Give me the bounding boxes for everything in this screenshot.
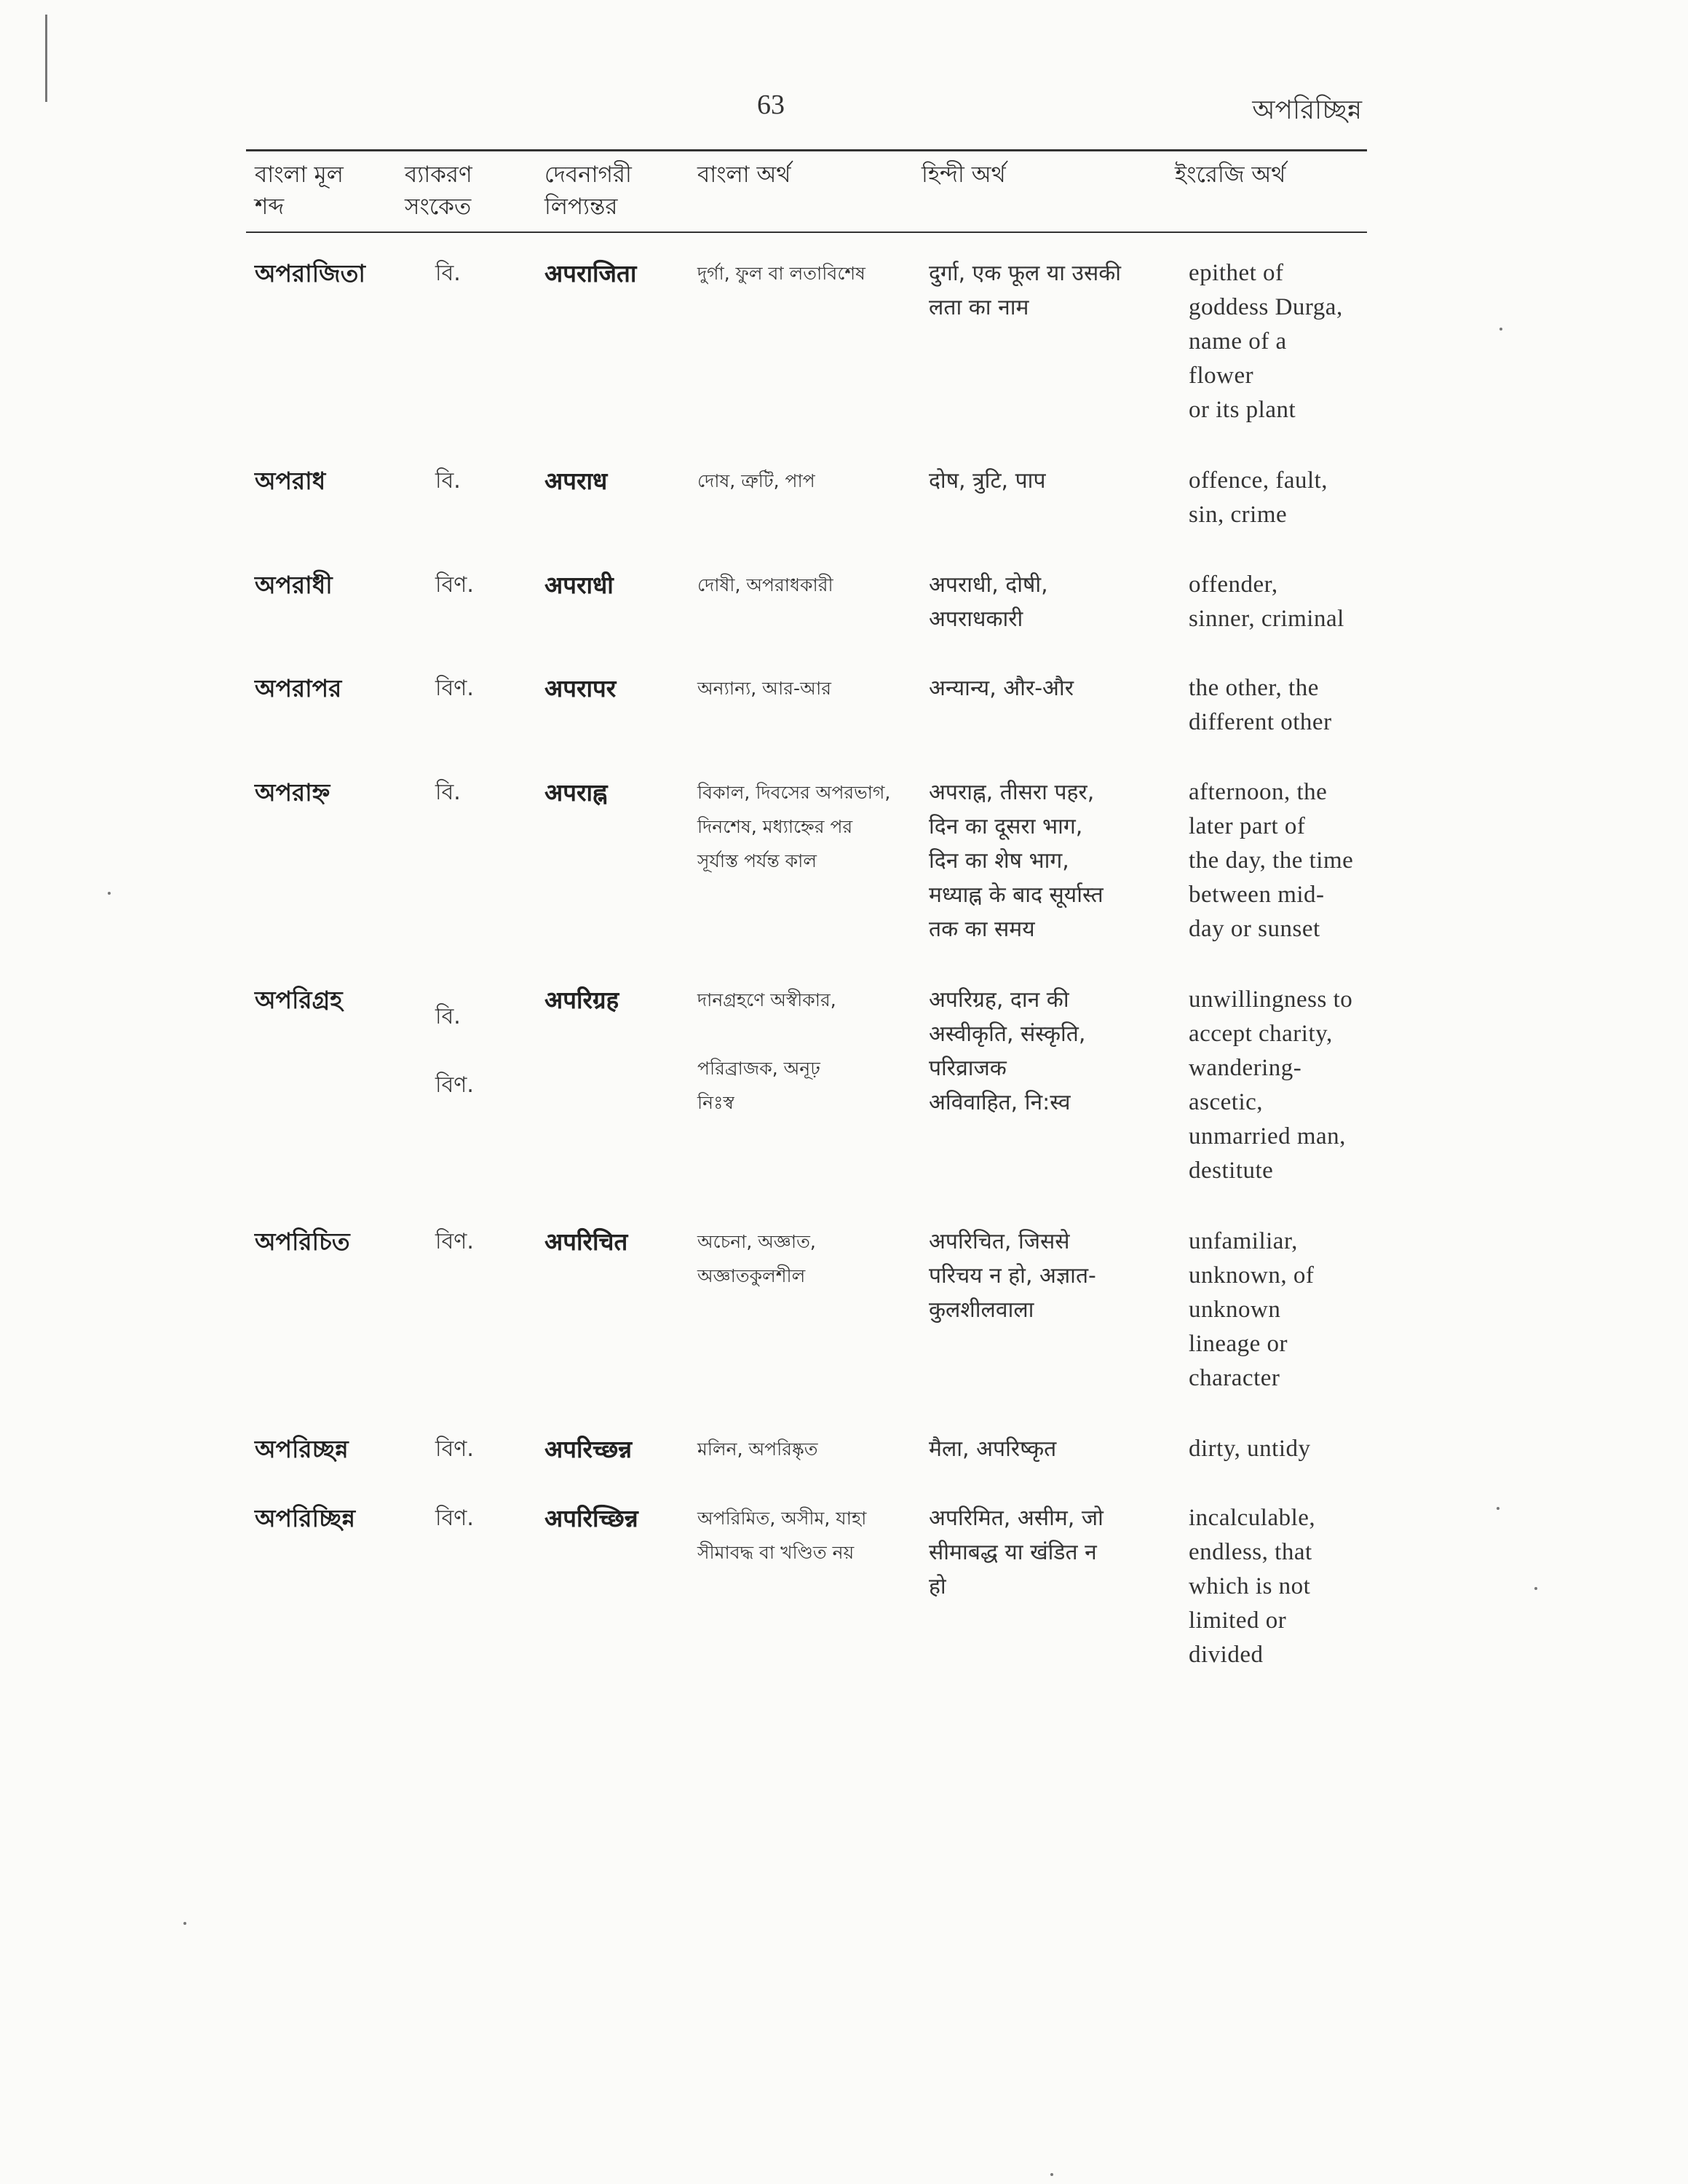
scan-speck xyxy=(183,1922,186,1925)
scan-speck xyxy=(1497,1507,1499,1510)
scan-speck xyxy=(1534,1587,1537,1590)
header-bangla-headword: বাংলা মূল শব্দ xyxy=(255,162,344,220)
hindi-meaning: अपराधी, दोषी, अपराधकारी xyxy=(929,572,1048,632)
table-header xyxy=(246,159,1367,229)
english-meaning: the other, the different other xyxy=(1189,675,1332,735)
bangla-meaning: অচেনা, অজ্ঞাত, অজ্ঞাতকুলশীল xyxy=(697,1231,816,1286)
headword: অপরাধী xyxy=(255,571,333,599)
header-grammar: ব্যাকরণ সংকেত xyxy=(405,162,472,220)
english-meaning: unfamiliar, unknown, of unknown lineage or character xyxy=(1189,1228,1315,1391)
bangla-meaning: অপরিমিত, অসীম, যাহা সীমাবদ্ধ বা খণ্ডিত নয় xyxy=(697,1508,867,1563)
devanagari-transliteration: अपराजिता xyxy=(544,259,637,288)
headword: অপরিচিত xyxy=(255,1227,350,1256)
bangla-meaning: বিকাল, দিবসের অপরভাগ, দিনশেষ, মধ্যাহ্নের পর সূর্যাস্ত পর্যন্ত কাল xyxy=(697,782,891,871)
devanagari-transliteration: अपराधी xyxy=(544,571,614,599)
header-bangla-meaning: বাংলা অর্থ xyxy=(697,162,791,188)
bangla-meaning: দানগ্রহণে অস্বীকার, পরিব্রাজক, অনূঢ় নিঃস্ব xyxy=(697,989,836,1113)
scan-speck xyxy=(1499,328,1502,331)
hindi-meaning: अपरिग्रह, दान की अस्वीकृति, संस्कृति, परिव्राजक अविवाहित, नि:स्व xyxy=(929,987,1086,1115)
grammar-tag: বি. xyxy=(435,780,461,805)
devanagari-transliteration: अपराह्न xyxy=(544,778,608,807)
top-rule xyxy=(246,149,1367,151)
running-head: অপরিচ্ছিন্ন xyxy=(1252,95,1362,125)
binding-edge-mark xyxy=(45,15,47,102)
english-meaning: offence, fault, sin, crime xyxy=(1189,467,1328,528)
devanagari-transliteration: अपरिच्छिन्न xyxy=(544,1504,638,1532)
header-hindi-meaning: হিন্দী অর্থ xyxy=(922,162,1006,188)
header-devanagari: দেবনাগরী লিপ্যন্তর xyxy=(544,162,632,220)
grammar-tag: বিণ. xyxy=(435,1506,474,1531)
hindi-meaning: अन्यान्य, और-और xyxy=(929,676,1074,701)
devanagari-transliteration: अपरिच्छन्न xyxy=(544,1435,633,1463)
grammar-tag: বিণ. xyxy=(435,676,474,701)
english-meaning: unwillingness to accept charity, wandering- ascetic, unmarried man, destitute xyxy=(1189,986,1353,1184)
headword: অপরাহ্ন xyxy=(255,778,330,807)
devanagari-transliteration: अपरिचित xyxy=(544,1227,628,1256)
hindi-meaning: मैला, अपरिष्कृत xyxy=(929,1436,1057,1462)
scan-speck xyxy=(1050,2173,1053,2176)
devanagari-transliteration: अपरिग्रह xyxy=(544,986,619,1014)
english-meaning: incalculable, endless, that which is not limited or divided xyxy=(1189,1505,1316,1668)
grammar-tag: বি. বিণ. xyxy=(435,1004,474,1098)
headword: অপরাধ xyxy=(255,467,326,495)
hindi-meaning: दोष, त्रुटि, पाप xyxy=(929,468,1046,494)
english-meaning: afternoon, the later part of the day, the time between mid- day or sunset xyxy=(1189,779,1354,942)
grammar-tag: বি. xyxy=(435,261,461,286)
bangla-meaning: দোষী, অপরাধকারী xyxy=(697,574,833,596)
grammar-tag: বিণ. xyxy=(435,572,474,598)
english-meaning: offender, sinner, criminal xyxy=(1189,571,1344,632)
header-english-meaning: ইংরেজি অর্থ xyxy=(1175,162,1286,188)
headword: অপরিচ্ছন্ন xyxy=(255,1435,349,1463)
grammar-tag: বি. xyxy=(435,468,461,494)
page-number: 63 xyxy=(757,90,785,120)
english-meaning: dirty, untidy xyxy=(1189,1436,1311,1462)
bangla-meaning: দোষ, ত্রুটি, পাপ xyxy=(697,470,815,491)
devanagari-transliteration: अपराध xyxy=(544,467,608,495)
devanagari-transliteration: अपरापर xyxy=(544,674,617,703)
bangla-meaning: অন্যান্য, আর-আর xyxy=(697,678,831,699)
header-rule xyxy=(246,232,1367,233)
bangla-meaning: মলিন, অপরিষ্কৃত xyxy=(697,1439,818,1460)
hindi-meaning: दुर्गा, एक फूल या उसकी लता का नाम xyxy=(929,261,1122,320)
headword: অপরিচ্ছিন্ন xyxy=(255,1504,356,1532)
grammar-tag: বিণ. xyxy=(435,1229,474,1254)
hindi-meaning: अपराह्न, तीसरा पहर, दिन का दूसरा भाग, दिन का शेष भाग, मध्याह्न के बाद सूर्यास्त तक का समय xyxy=(929,780,1103,942)
hindi-meaning: अपरिमित, असीम, जो सीमाबद्ध या खंडित न हो xyxy=(929,1506,1103,1599)
bangla-meaning: দুর্গা, ফুল বা লতাবিশেষ xyxy=(697,263,865,284)
headword: অপরাপর xyxy=(255,674,342,703)
english-meaning: epithet of goddess Durga, name of a flower or its plant xyxy=(1189,260,1343,423)
scan-speck xyxy=(108,892,111,895)
grammar-tag: বিণ. xyxy=(435,1436,474,1462)
hindi-meaning: अपरिचित, जिससे परिचय न हो, अज्ञात- कुलशीलवाला xyxy=(929,1229,1096,1323)
headword: অপরিগ্রহ xyxy=(255,986,343,1014)
headword: অপরাজিতা xyxy=(255,259,365,288)
